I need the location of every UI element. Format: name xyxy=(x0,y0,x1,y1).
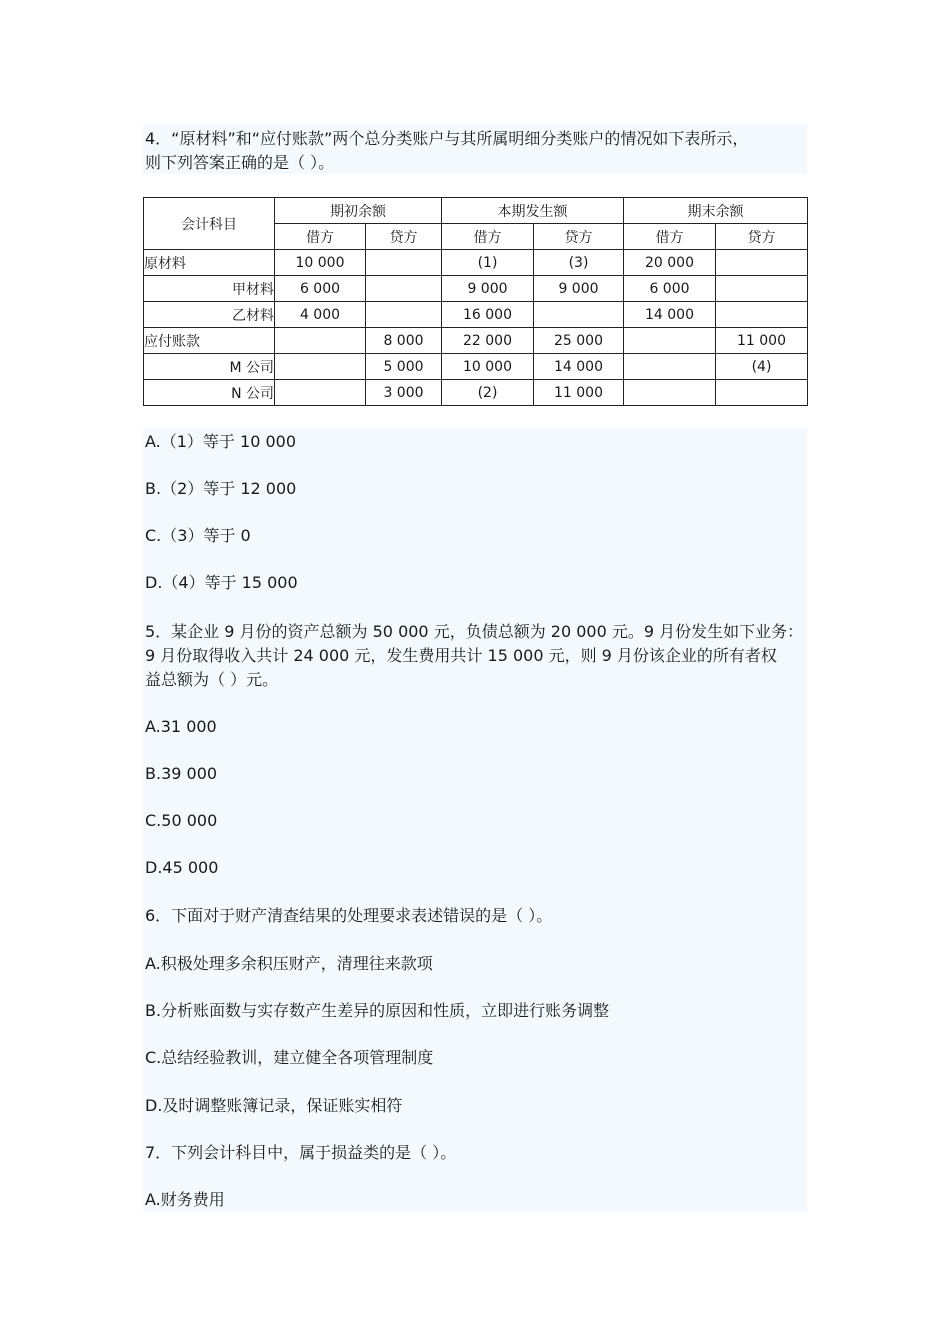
question-7-stem: 7．下列会计科目中，属于损益类的是（ ）。 xyxy=(145,1143,457,1162)
question-5-stem-line2: 9 月份取得收入共计 24 000 元，发生费用共计 15 000 元，则 9 月份该企业的所有者权 xyxy=(145,646,777,665)
q6-option-b: B.分析账面数与实存数产生差异的原因和性质，立即进行账务调整 xyxy=(145,1001,610,1020)
question-5-stem-line3: 益总额为（ ）元。 xyxy=(145,670,279,689)
header-current-amount: 本期发生额 xyxy=(442,198,624,224)
q6-option-c: C.总结经验教训，建立健全各项管理制度 xyxy=(145,1048,434,1067)
question-5-stem-line1: 5．某企业 9 月份的资产总额为 50 000 元，负债总额为 20 000 元。9 月份发生如下业务： xyxy=(145,622,804,641)
q4-option-c: C.（3）等于 0 xyxy=(145,526,251,545)
table-row xyxy=(144,302,808,328)
row-label: 乙材料 xyxy=(144,302,275,328)
q5-option-d: D.45 000 xyxy=(145,858,219,877)
row-label: 应付账款 xyxy=(144,328,275,354)
cell: 6 000 xyxy=(624,276,716,302)
table-row xyxy=(144,328,808,354)
cell: 10 000 xyxy=(275,250,366,276)
cell: (3) xyxy=(534,250,624,276)
cell xyxy=(624,328,716,354)
cell: 20 000 xyxy=(624,250,716,276)
q5-option-a: A.31 000 xyxy=(145,717,217,736)
cell xyxy=(716,302,808,328)
cell xyxy=(275,380,366,406)
header-credit: 贷方 xyxy=(534,224,624,250)
header-credit: 贷方 xyxy=(366,224,442,250)
header-credit: 贷方 xyxy=(716,224,808,250)
q6-option-a: A.积极处理多余积压财产，清理往来款项 xyxy=(145,954,433,973)
cell: 22 000 xyxy=(442,328,534,354)
cell: 25 000 xyxy=(534,328,624,354)
cell: 9 000 xyxy=(442,276,534,302)
q4-option-b: B.（2）等于 12 000 xyxy=(145,479,297,498)
header-opening-balance: 期初余额 xyxy=(275,198,442,224)
q5-option-c: C.50 000 xyxy=(145,811,218,830)
cell: 3 000 xyxy=(366,380,442,406)
table-row xyxy=(144,276,808,302)
cell: 4 000 xyxy=(275,302,366,328)
cell: 9 000 xyxy=(534,276,624,302)
table-row xyxy=(144,354,808,380)
cell: 5 000 xyxy=(366,354,442,380)
cell xyxy=(624,354,716,380)
row-label: 甲材料 xyxy=(144,276,275,302)
cell: 16 000 xyxy=(442,302,534,328)
q4-option-d: D.（4）等于 15 000 xyxy=(145,573,298,592)
cell xyxy=(366,302,442,328)
header-debit: 借方 xyxy=(624,224,716,250)
q4-option-a: A.（1）等于 10 000 xyxy=(145,432,297,451)
cell xyxy=(624,380,716,406)
cell xyxy=(366,276,442,302)
question-6-stem: 6．下面对于财产清查结果的处理要求表述错误的是（ ）。 xyxy=(145,906,553,925)
cell xyxy=(275,354,366,380)
q6-option-d: D.及时调整账簿记录，保证账实相符 xyxy=(145,1096,403,1115)
cell: (1) xyxy=(442,250,534,276)
header-closing-balance: 期末余额 xyxy=(624,198,808,224)
cell: 6 000 xyxy=(275,276,366,302)
row-label: M 公司 xyxy=(144,354,275,380)
cell xyxy=(534,302,624,328)
cell: 10 000 xyxy=(442,354,534,380)
cell: (2) xyxy=(442,380,534,406)
cell: 14 000 xyxy=(534,354,624,380)
q7-option-a: A.财务费用 xyxy=(145,1190,225,1209)
header-account-subject: 会计科目 xyxy=(144,198,275,250)
cell: (4) xyxy=(716,354,808,380)
row-label: N 公司 xyxy=(144,380,275,406)
row-label: 原材料 xyxy=(144,250,275,276)
cell xyxy=(716,276,808,302)
table-row xyxy=(144,250,808,276)
cell xyxy=(366,250,442,276)
cell: 14 000 xyxy=(624,302,716,328)
table-row xyxy=(144,380,808,406)
cell: 11 000 xyxy=(534,380,624,406)
cell xyxy=(716,380,808,406)
header-debit: 借方 xyxy=(275,224,366,250)
cell: 11 000 xyxy=(716,328,808,354)
header-debit: 借方 xyxy=(442,224,534,250)
question-4-stem-line1: 4．“原材料”和“应付账款”两个总分类账户与其所属明细分类账户的情况如下表所示， xyxy=(145,129,749,148)
cell xyxy=(275,328,366,354)
account-table xyxy=(143,197,808,406)
cell xyxy=(716,250,808,276)
question-4-stem-line2: 则下列答案正确的是（ ）。 xyxy=(145,153,335,172)
q5-option-b: B.39 000 xyxy=(145,764,218,783)
cell: 8 000 xyxy=(366,328,442,354)
